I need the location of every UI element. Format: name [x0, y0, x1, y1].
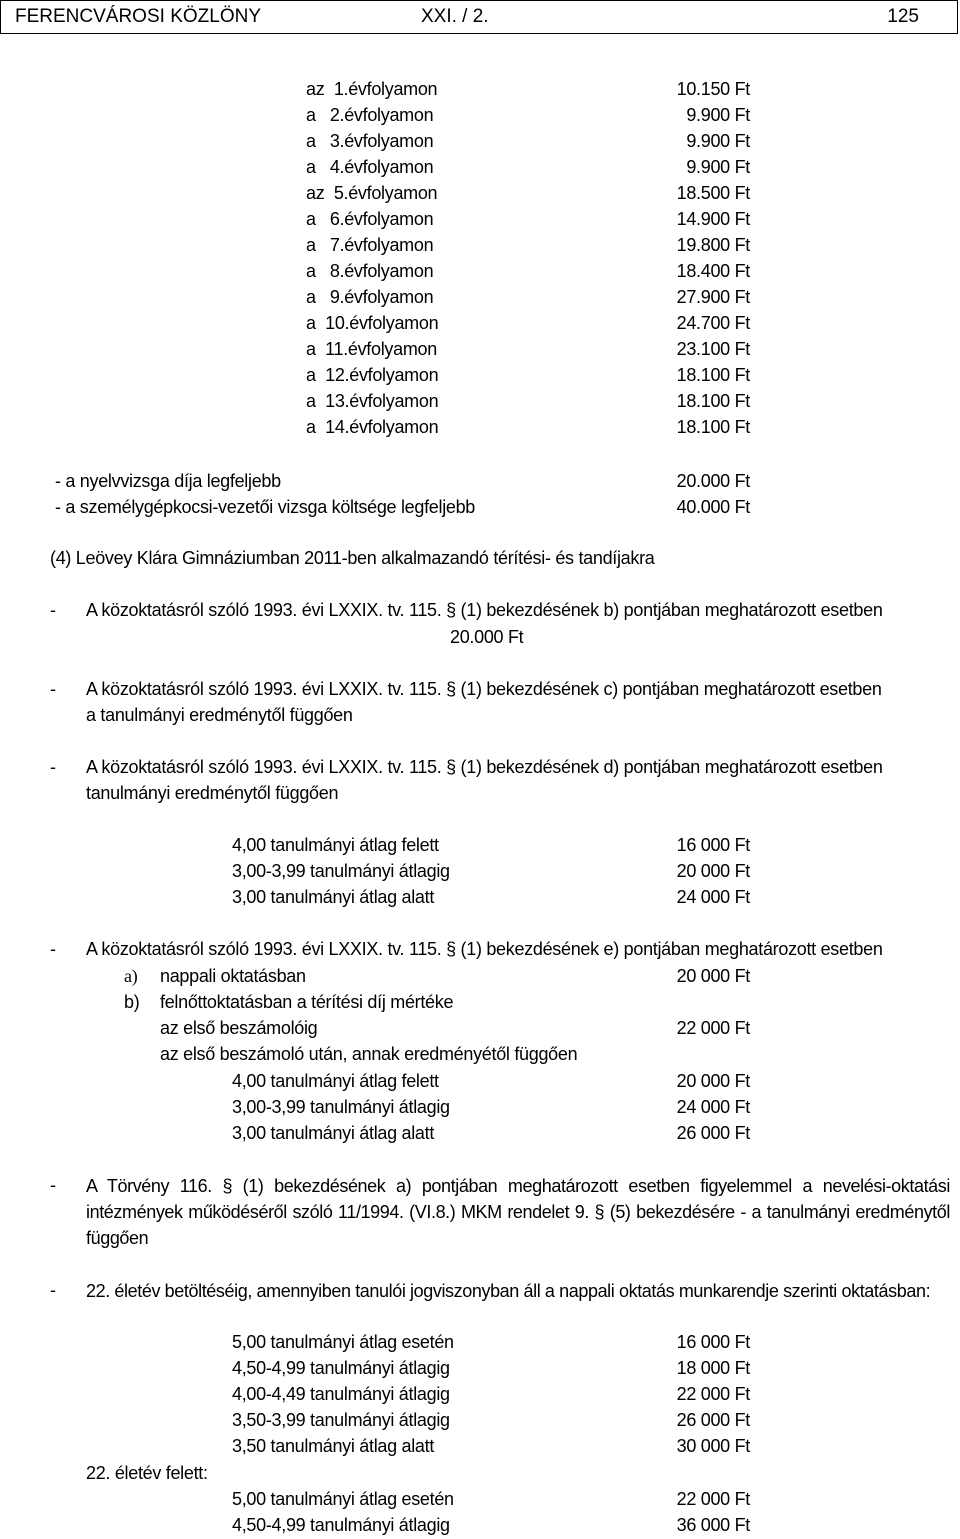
- grade-amount: 19.800 Ft: [676, 235, 750, 255]
- publication-title: FERENCVÁROSI KÖZLÖNY: [15, 6, 261, 27]
- grade-row-amount: 22 000 Ft: [676, 1384, 750, 1404]
- grade-amount: 18.400 Ft: [676, 261, 750, 281]
- grade-amount: 18.500 Ft: [676, 183, 750, 203]
- grade-row-amount: 16 000 Ft: [676, 835, 750, 855]
- grade-row-amount: 24 000 Ft: [676, 887, 750, 907]
- grade-amount: 24.700 Ft: [676, 313, 750, 333]
- grade-row-label: 3,00 tanulmányi átlag alatt: [232, 1123, 435, 1143]
- grade-label: a 4.évfolyamon: [306, 157, 434, 177]
- grade-amount: 9.900 Ft: [686, 157, 750, 177]
- grade-row-amount: 16 000 Ft: [676, 1332, 750, 1352]
- item-d-text: A közoktatásról szóló 1993. évi LXXIX. tv. 115. § (1) bekezdésének d) pontjában meghatározott esetben: [86, 757, 883, 777]
- item-b-text: A közoktatásról szóló 1993. évi LXXIX. tv. 115. § (1) bekezdésének b) pontjában meghatározott esetben: [86, 600, 883, 620]
- page-header: [0, 0, 958, 34]
- grade-label: a 7.évfolyamon: [306, 235, 434, 255]
- item-b-amount: 20.000 Ft: [450, 627, 524, 647]
- grade-row-label: 4,00 tanulmányi átlag felett: [232, 835, 439, 855]
- grade-amount: 23.100 Ft: [676, 339, 750, 359]
- section-heading: (4) Leövey Klára Gimnáziumban 2011-ben alkalmazandó térítési- és tandíjakra: [50, 548, 655, 568]
- grade-label: a 11.évfolyamon: [306, 339, 437, 359]
- grade-amount: 9.900 Ft: [686, 131, 750, 151]
- item-e-b-marker: b): [124, 992, 140, 1012]
- item-d-cont: tanulmányi eredménytől függően: [86, 783, 339, 803]
- grade-row-label: 5,00 tanulmányi átlag esetén: [232, 1332, 454, 1352]
- page-number: 125: [887, 6, 919, 27]
- grade-label: az 5.évfolyamon: [306, 183, 438, 203]
- list-dash: -: [50, 679, 56, 699]
- issue-number: XXI. / 2.: [421, 6, 489, 27]
- item-c-cont: a tanulmányi eredménytől függően: [86, 705, 353, 725]
- item-c-text: A közoktatásról szóló 1993. évi LXXIX. tv. 115. § (1) bekezdésének c) pontjában meghatározott esetben: [86, 679, 882, 699]
- grade-row-label: 3,50-3,99 tanulmányi átlagig: [232, 1410, 450, 1430]
- grade-label: a 8.évfolyamon: [306, 261, 434, 281]
- list-dash: -: [50, 757, 56, 777]
- grade-amount: 14.900 Ft: [676, 209, 750, 229]
- item-e-text: A közoktatásról szóló 1993. évi LXXIX. tv. 115. § (1) bekezdésének e) pontjában meghatározott esetben: [86, 939, 883, 959]
- item-law-text: A Törvény 116. § (1) bekezdésének a) pontjában meghatározott esetben figyelemmel a nevelési-oktatási intézmények működéséről szóló 11/1994. (VI.8.) MKM rendelet 9. § (5) bekezdésére - a tanulmányi eredménytől függően: [86, 1176, 950, 1248]
- item-22-text: 22. életév betöltéséig, amennyiben tanulói jogviszonyban áll a nappali oktatás munkarendje szerinti oktatásban:: [86, 1281, 931, 1301]
- list-dash: -: [50, 1175, 56, 1195]
- age-over-22-label: 22. életév felett:: [86, 1463, 208, 1483]
- fee-label: - a személygépkocsi-vezetői vizsga költsége legfeljebb: [55, 497, 476, 517]
- item-e-a-amount: 20 000 Ft: [676, 966, 750, 986]
- item-e-a-label: nappali oktatásban: [160, 966, 306, 986]
- fee-label: - a nyelvvizsga díja legfeljebb: [55, 471, 281, 491]
- grade-row-label: 3,00-3,99 tanulmányi átlagig: [232, 861, 450, 881]
- grade-amount: 18.100 Ft: [676, 391, 750, 411]
- grade-row-label: 3,50 tanulmányi átlag alatt: [232, 1436, 435, 1456]
- grade-row-label: 4,50-4,99 tanulmányi átlagig: [232, 1358, 450, 1378]
- grade-row-label: 3,00 tanulmányi átlag alatt: [232, 887, 435, 907]
- grade-row-amount: 26 000 Ft: [676, 1123, 750, 1143]
- grade-amount: 18.100 Ft: [676, 365, 750, 385]
- item-e-b-label: felnőttoktatásban a térítési díj mértéke: [160, 992, 454, 1012]
- grade-label: a 9.évfolyamon: [306, 287, 434, 307]
- item-e-after-label: az első beszámoló után, annak eredményétől függően: [160, 1044, 578, 1064]
- grade-label: a 2.évfolyamon: [306, 105, 434, 125]
- grade-row-amount: 22 000 Ft: [676, 1489, 750, 1509]
- grade-label: a 6.évfolyamon: [306, 209, 434, 229]
- grade-amount: 27.900 Ft: [676, 287, 750, 307]
- grade-row-amount: 18 000 Ft: [676, 1358, 750, 1378]
- grade-row-amount: 30 000 Ft: [676, 1436, 750, 1456]
- grade-label: a 12.évfolyamon: [306, 365, 439, 385]
- grade-row-label: 3,00-3,99 tanulmányi átlagig: [232, 1097, 450, 1117]
- item-e-first-amount: 22 000 Ft: [676, 1018, 750, 1038]
- fee-amount: 20.000 Ft: [676, 471, 750, 491]
- grade-row-amount: 20 000 Ft: [676, 1071, 750, 1091]
- grade-label: a 10.évfolyamon: [306, 313, 439, 333]
- grade-label: az 1.évfolyamon: [306, 79, 438, 99]
- grade-row-amount: 26 000 Ft: [676, 1410, 750, 1430]
- grade-row-label: 4,00-4,49 tanulmányi átlagig: [232, 1384, 450, 1404]
- item-e-first-label: az első beszámolóig: [160, 1018, 318, 1038]
- list-dash: -: [50, 600, 56, 620]
- list-dash: -: [50, 939, 56, 959]
- grade-amount: 18.100 Ft: [676, 417, 750, 437]
- grade-row-label: 4,00 tanulmányi átlag felett: [232, 1071, 439, 1091]
- grade-row-label: 5,00 tanulmányi átlag esetén: [232, 1489, 454, 1509]
- grade-row-amount: 24 000 Ft: [676, 1097, 750, 1117]
- grade-row-amount: 36 000 Ft: [676, 1515, 750, 1535]
- item-e-a-marker: a): [124, 966, 138, 986]
- grade-label: a 14.évfolyamon: [306, 417, 439, 437]
- fee-amount: 40.000 Ft: [676, 497, 750, 517]
- grade-label: a 13.évfolyamon: [306, 391, 439, 411]
- grade-label: a 3.évfolyamon: [306, 131, 434, 151]
- list-dash: -: [50, 1280, 56, 1300]
- grade-row-amount: 20 000 Ft: [676, 861, 750, 881]
- grade-row-label: 4,50-4,99 tanulmányi átlagig: [232, 1515, 450, 1535]
- grade-amount: 10.150 Ft: [676, 79, 750, 99]
- grade-amount: 9.900 Ft: [686, 105, 750, 125]
